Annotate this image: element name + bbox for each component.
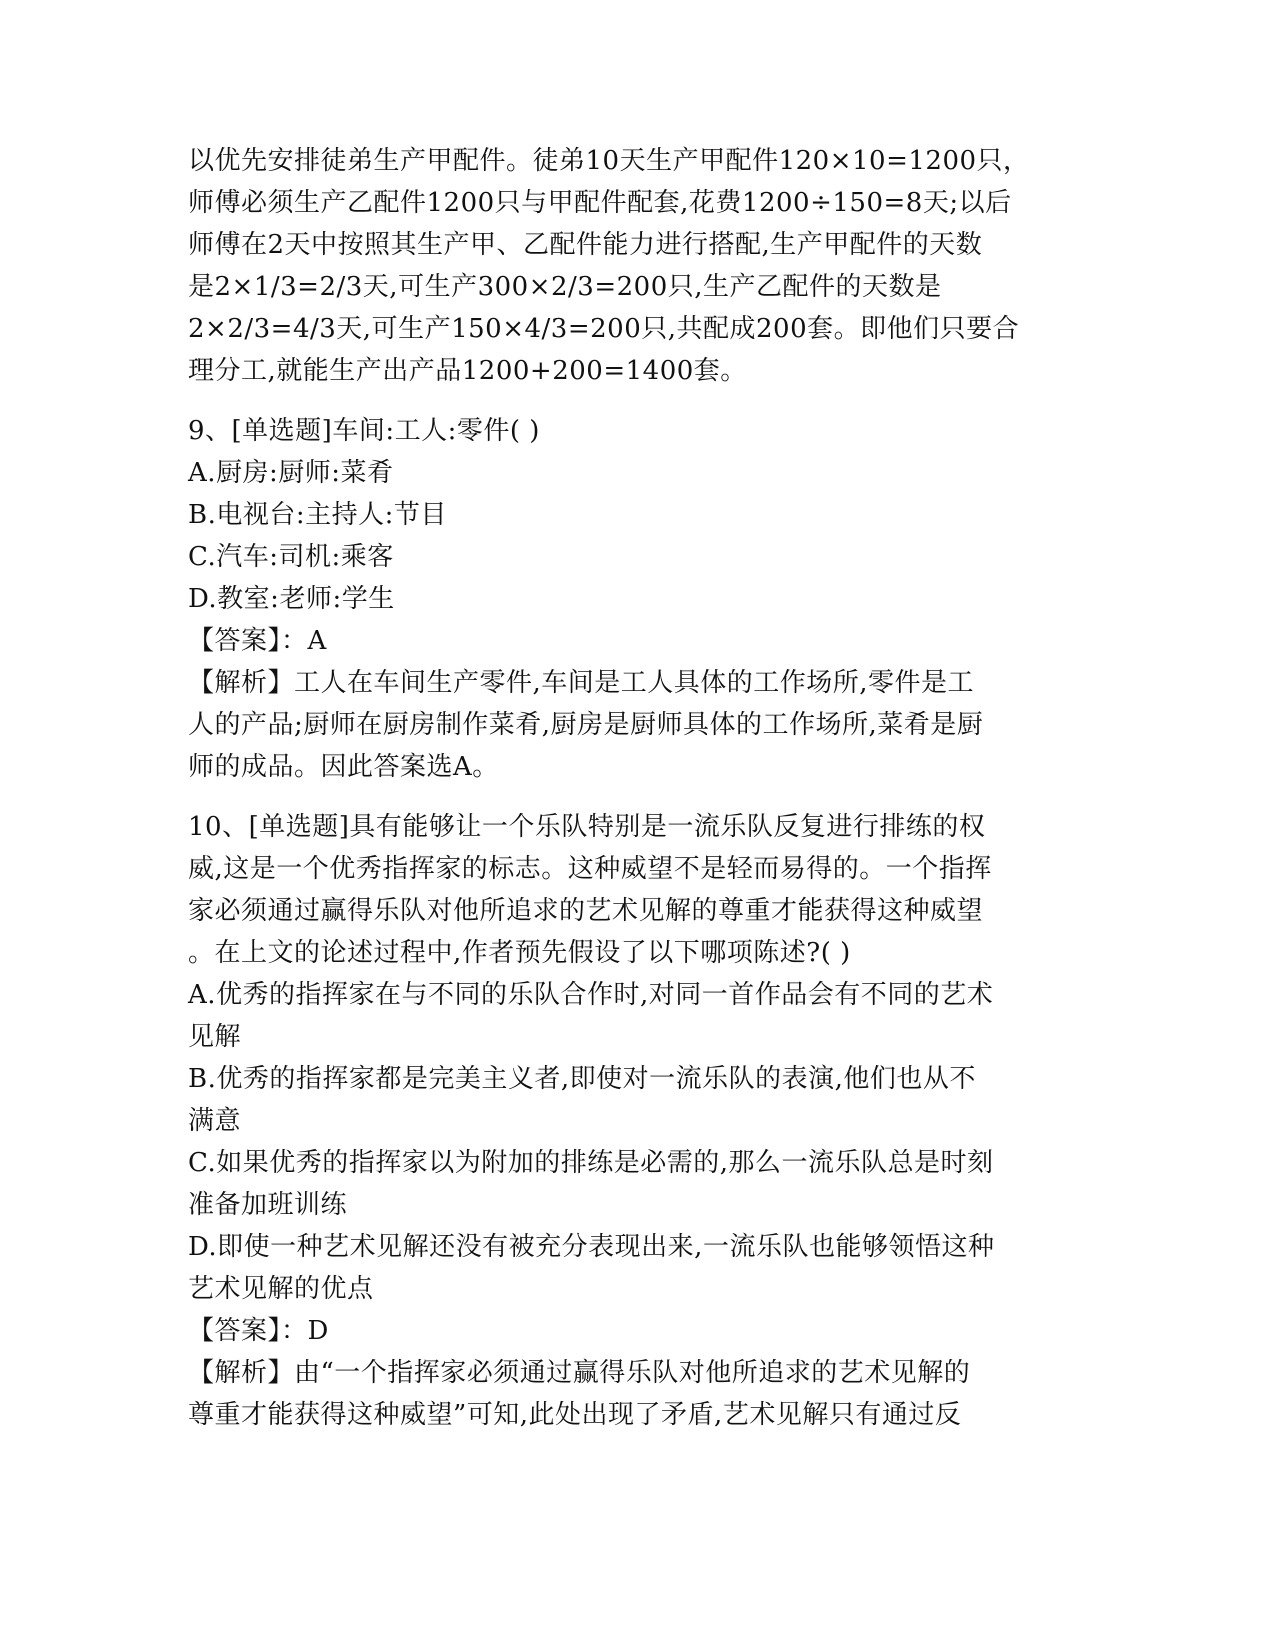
option-a: A.优秀的指挥家在与不同的乐队合作时,对同一首作品会有不同的艺术 — [188, 980, 994, 1010]
question-10 — [188, 806, 1088, 1436]
question-stem: 9、[单选题]车间:工人:零件( ) — [188, 416, 540, 446]
text-line: 2×2/3=4/3天,可生产150×4/3=200只,共配成200套。即他们只要合 — [188, 314, 1020, 344]
option-b: B.优秀的指挥家都是完美主义者,即使对一流乐队的表演,他们也从不 — [188, 1064, 976, 1094]
option-b: 满意 — [188, 1106, 242, 1136]
question-stem: 家必须通过赢得乐队对他所追求的艺术见解的尊重才能获得这种威望 — [188, 896, 984, 926]
option-c: 准备加班训练 — [188, 1190, 348, 1220]
text-line: 师傅必须生产乙配件1200只与甲配件配套,花费1200÷150=8天;以后 — [188, 188, 1012, 218]
option-c: C.如果优秀的指挥家以为附加的排练是必需的,那么一流乐队总是时刻 — [188, 1148, 994, 1178]
option-c: C.汽车:司机:乘客 — [188, 542, 394, 572]
paragraph-gap — [188, 788, 1088, 806]
question-stem: 10、[单选题]具有能够让一个乐队特别是一流乐队反复进行排练的权 — [188, 812, 986, 842]
answer-line: 【答案】：D — [188, 1316, 329, 1346]
text-line: 以优先安排徒弟生产甲配件。徒弟10天生产甲配件120×10=1200只， — [188, 146, 1030, 176]
question-stem: 。在上文的论述过程中,作者预先假设了以下哪项陈述?( ) — [188, 938, 851, 968]
analysis-line: 【解析】工人在车间生产零件,车间是工人具体的工作场所,零件是工 — [188, 668, 975, 698]
text-line: 师傅在2天中按照其生产甲、乙配件能力进行搭配,生产甲配件的天数 — [188, 230, 983, 260]
analysis-line: 师的成品。因此答案选A。 — [188, 752, 499, 782]
analysis-line: 人的产品;厨师在厨房制作菜肴,厨房是厨师具体的工作场所,菜肴是厨 — [188, 710, 984, 740]
text-line: 是2×1/3=2/3天,可生产300×2/3=200只,生产乙配件的天数是 — [188, 272, 942, 302]
option-b: B.电视台:主持人:节目 — [188, 500, 447, 530]
option-d: D.教室:老师:学生 — [188, 584, 395, 614]
document-page — [188, 140, 1088, 1436]
question-9 — [188, 410, 1088, 788]
analysis-line: 【解析】由“一个指挥家必须通过赢得乐队对他所追求的艺术见解的 — [188, 1358, 971, 1388]
question-stem: 威,这是一个优秀指挥家的标志。这种威望不是轻而易得的。一个指挥 — [188, 854, 992, 884]
text-line: 理分工,就能生产出产品1200+200=1400套。 — [188, 356, 747, 386]
option-d: D.即使一种艺术见解还没有被充分表现出来,一流乐队也能够领悟这种 — [188, 1232, 995, 1262]
analysis-line: 尊重才能获得这种威望”可知,此处出现了矛盾,艺术见解只有通过反 — [188, 1400, 962, 1430]
option-a: 见解 — [188, 1022, 242, 1052]
answer-line: 【答案】：A — [188, 626, 327, 656]
option-a: A.厨房:厨师:菜肴 — [188, 458, 394, 488]
previous-analysis-continuation — [188, 140, 1088, 392]
paragraph-gap — [188, 392, 1088, 410]
option-d: 艺术见解的优点 — [188, 1274, 374, 1304]
